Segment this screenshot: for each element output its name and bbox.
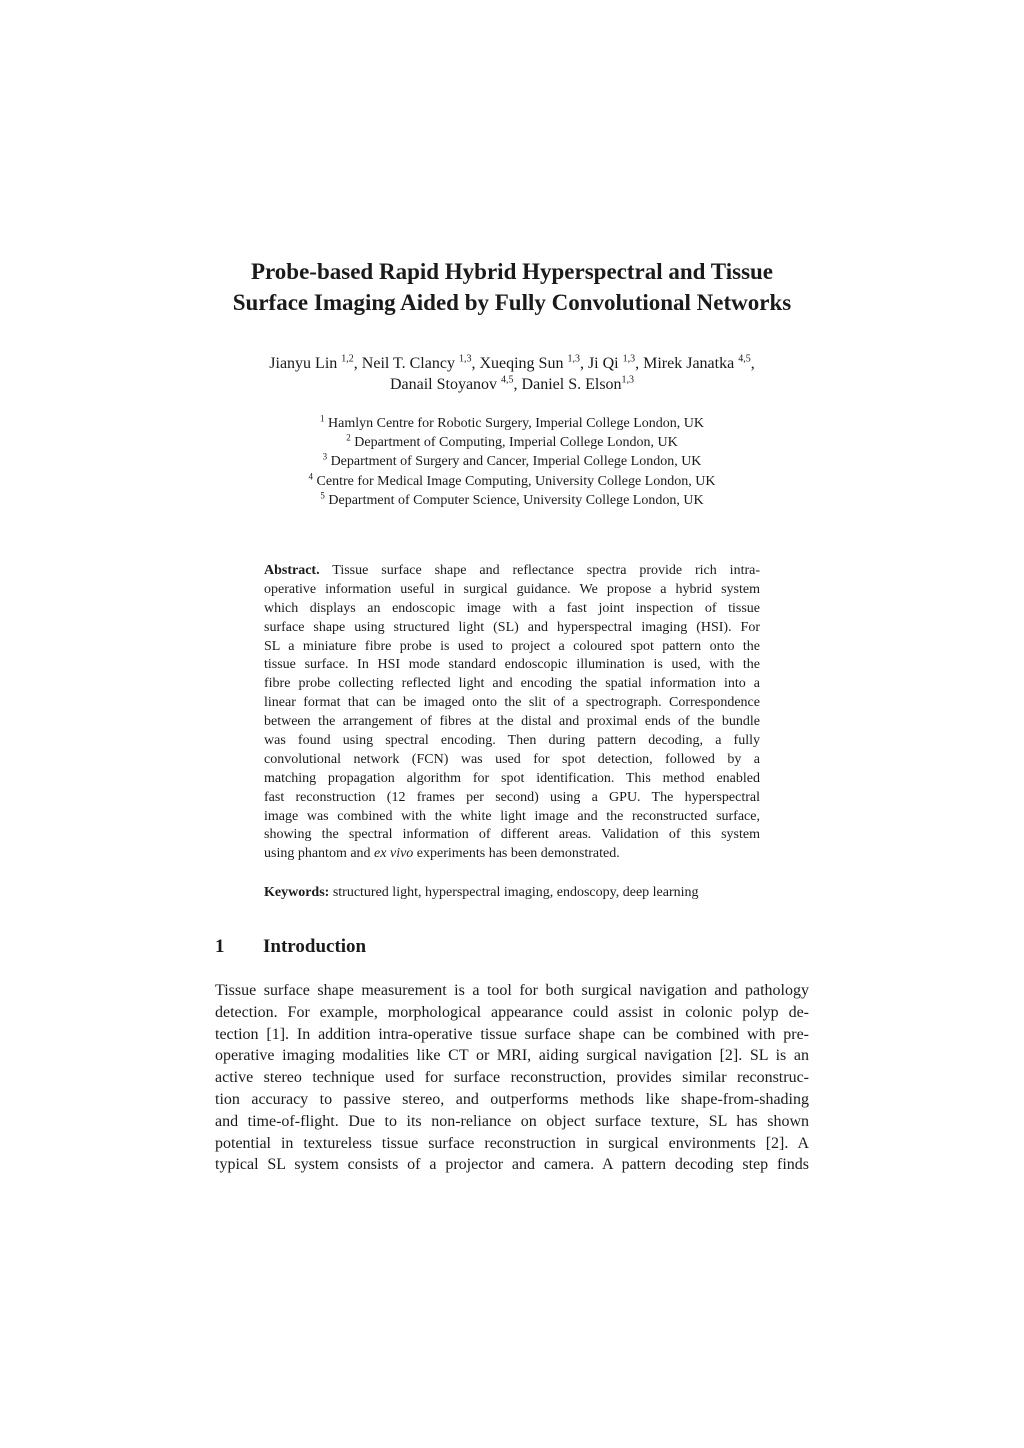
affiliation-number: 4 [308, 470, 314, 481]
body-line: tection [1]. In addition intra-operative tissue surface shape can be combined with pre- [215, 1025, 809, 1043]
affiliation [150, 433, 874, 452]
abstract-line [264, 562, 760, 581]
affiliation-number: 1 [320, 413, 325, 424]
affiliation-list [150, 414, 874, 510]
abstract-line: linear format that can be imaged onto the slit of a spectrograph. Correspondence [264, 695, 760, 711]
section-number: 1 [215, 936, 225, 957]
author-name: Jianyu Lin [269, 355, 338, 372]
abstract-line: fibre probe collecting reflected light and encoding the spatial information into a [264, 676, 760, 692]
affiliation [150, 452, 874, 471]
affiliation [150, 414, 874, 433]
abstract-line: fast reconstruction (12 frames per second) using a GPU. The hyperspectral [264, 789, 760, 805]
author-separator: , [353, 355, 362, 372]
keywords-label: Keywords: [264, 885, 330, 900]
author-separator: , [579, 355, 588, 372]
author-name: Danail Stoyanov [389, 376, 498, 393]
title-line-2: Surface Imaging Aided by Fully Convolutional Networks [232, 290, 792, 315]
author-line-2 [150, 374, 874, 395]
body-line: detection. For example, morphological appearance could assist in colonic polyp de- [215, 1003, 809, 1021]
author-affiliation-sup: 4,5 [501, 374, 514, 386]
author-name: Neil T. Clancy [361, 355, 455, 372]
affiliation-text: Department of Computing, Imperial College London, UK [354, 435, 678, 451]
abstract-line-last [264, 845, 760, 864]
section-heading [215, 935, 366, 959]
affiliation-text: Hamlyn Centre for Robotic Surgery, Imperial College London, UK [328, 416, 704, 431]
abstract-text: using phantom and [264, 846, 375, 862]
keywords [264, 883, 760, 902]
body-line: Tissue surface shape measurement is a tool for both surgical navigation and pathology [215, 982, 809, 999]
author-name: Ji Qi [587, 355, 619, 372]
abstract-line: convolutional network (FCN) was used for spot detection, followed by a [264, 751, 760, 767]
body-line: active stereo technique used for surface reconstruction, provides similar reconstruc- [215, 1069, 809, 1087]
abstract [264, 562, 760, 864]
affiliation-text: Department of Computer Science, University College London, UK [328, 492, 704, 508]
body-line: and time-of-flight. Due to its non-reliance on object surface texture, SL has shown [215, 1112, 809, 1130]
paper-title [150, 256, 874, 318]
body-line: potential in textureless tissue surface reconstruction in surgical environments [2]. A [215, 1134, 809, 1152]
author-name: Daniel S. Elson [521, 376, 622, 393]
author-separator: , [471, 355, 480, 372]
abstract-line: between the arrangement of fibres at the distal and proximal ends of the bundle [264, 714, 760, 730]
author-affiliation-sup: 1,3 [622, 353, 636, 365]
affiliation-text: Centre for Medical Image Computing, University College London, UK [316, 473, 716, 489]
affiliation [150, 472, 874, 491]
author-affiliation-sup: 4,5 [738, 353, 751, 365]
affiliation [150, 491, 874, 510]
affiliation-text: Department of Surgery and Cancer, Imperial College London, UK [330, 454, 702, 470]
author-name: Xueqing Sun [479, 355, 564, 372]
author-line-1 [150, 353, 874, 374]
body-text [215, 980, 809, 1176]
body-line: operative imaging modalities like CT or MRI, aiding surgical navigation [2]. SL is an [215, 1047, 809, 1065]
abstract-italic-term: ex vivo [374, 846, 414, 862]
abstract-line: matching propagation algorithm for spot identification. This method enabled [264, 770, 760, 786]
body-line: typical SL system consists of a projector and camera. A pattern decoding step finds [215, 1156, 809, 1174]
abstract-line: SL a miniature fibre probe is used to project a coloured spot pattern onto the [264, 638, 760, 654]
author-list [150, 353, 874, 395]
affiliation-number: 2 [346, 432, 351, 443]
author-separator: , [635, 355, 644, 372]
abstract-text: Tissue surface shape and reflectance spectra provide rich intra- [332, 563, 760, 578]
author-affiliation-sup: 1,3 [458, 353, 472, 365]
abstract-line: was found using spectral encoding. Then during pattern decoding, a fully [264, 733, 760, 749]
author-affiliation-sup: 1,3 [621, 374, 635, 386]
author-separator: , [513, 376, 522, 393]
abstract-line: which displays an endoscopic image with a fast joint inspection of tissue [264, 600, 760, 616]
affiliation-number: 5 [320, 490, 325, 501]
abstract-line: tissue surface. In HSI mode standard endoscopic illumination is used, with the [264, 657, 760, 673]
abstract-text: experiments has been demonstrated. [413, 846, 620, 862]
section-title: Introduction [263, 936, 367, 957]
abstract-label: Abstract. [264, 563, 320, 578]
body-line: tion accuracy to passive stereo, and outperforms methods like shape-from-shading [215, 1090, 809, 1108]
author-name: Mirek Janatka [643, 355, 735, 372]
affiliation-number: 3 [322, 451, 328, 462]
author-affiliation-sup: 1,2 [341, 353, 354, 365]
abstract-line: surface shape using structured light (SL) and hyperspectral imaging (HSI). For [264, 619, 760, 635]
keywords-text: structured light, hyperspectral imaging, endoscopy, deep learning [329, 885, 699, 900]
abstract-line: image was combined with the white light image and the reconstructed surface, [264, 808, 760, 824]
abstract-line: operative information useful in surgical guidance. We propose a hybrid system [264, 581, 760, 597]
abstract-line: showing the spectral information of different areas. Validation of this system [264, 827, 760, 843]
author-separator: , [750, 355, 755, 372]
title-line-1: Probe-based Rapid Hybrid Hyperspectral and Tissue [250, 259, 774, 284]
author-affiliation-sup: 1,3 [567, 353, 580, 365]
